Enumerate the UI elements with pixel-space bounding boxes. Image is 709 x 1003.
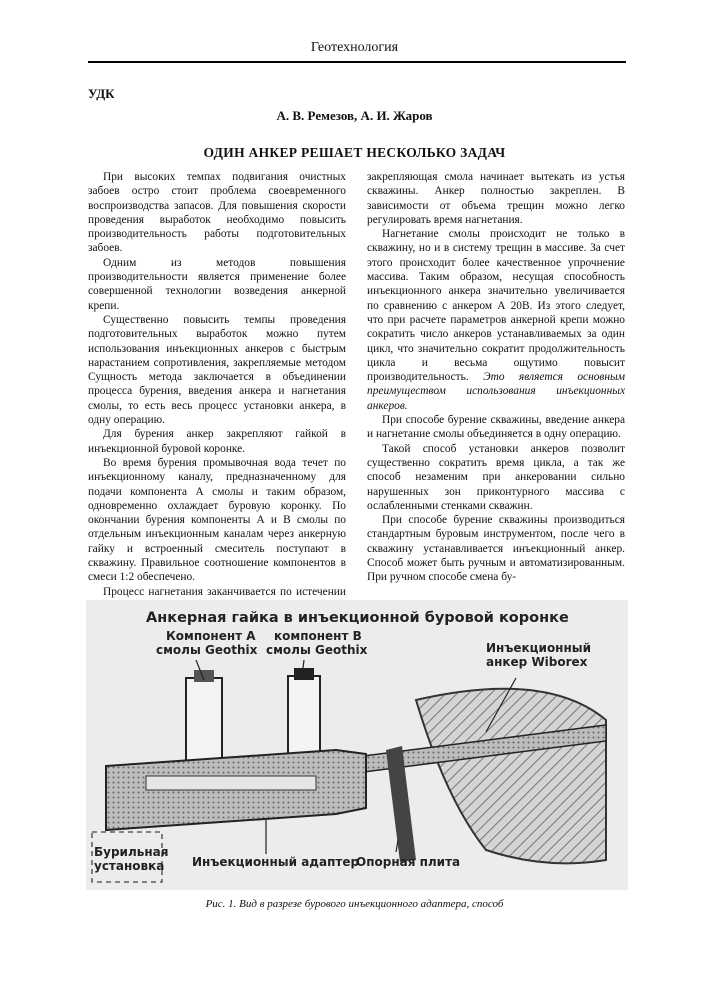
component-a-tube xyxy=(186,678,222,766)
paragraph xyxy=(367,227,625,413)
left-column xyxy=(88,170,346,613)
component-a-cap xyxy=(194,670,214,682)
header-rule xyxy=(88,61,626,63)
component-b-tube xyxy=(288,676,320,762)
paragraph-continued: закрепляющая смола начинает вытекать из устья скважины. Анкер полностью закреплен. В зависимости от объема трещин можно легко регулировать время нагнетания. xyxy=(367,171,625,226)
label-injection-adapter: Инъекционный адаптер xyxy=(192,855,360,869)
journal-section-header: Геотехнология xyxy=(310,40,399,55)
right-column xyxy=(367,170,625,585)
paragraph: Процесс нагнетания заканчивается по истечении xyxy=(103,585,346,598)
paragraph: Такой способ установки анкеров позволит существенно сократить время цикла, а так же способ незаменим при анкеровании сильно нарушенных зон приконтурного массива с ослабленными стенками скважин. xyxy=(367,442,625,512)
label-support-plate: Опорная плита xyxy=(356,855,461,869)
figure-caption: Рис. 1. Вид в разрезе бурового инъекционного адаптера, способ xyxy=(205,898,504,910)
label-component-a-line1: Компонент А xyxy=(166,629,256,643)
label-component-b-line2: смолы Geothix xyxy=(266,643,368,657)
drill-adapter-illustration xyxy=(86,600,628,890)
paragraph: Во время бурения промывочная вода течет по инъекционному каналу, предназначенному для подачи компонента А смолы и таким образом, одновременно охлаждает буровую коронку. По окончании бурения компоненты А и В смолы по отдельным инъекционным каналам через анкерную гайку и встроенный смеситель поступают в скважину. Правильное соотношение компонентов в смеси 1:2 обеспечено. xyxy=(88,456,346,584)
article-authors: А. В. Ремезов, А. И. Жаров xyxy=(276,108,433,123)
paragraph-text: Нагнетание смолы происходит не только в скважину, но и в систему трещин в массиве. За счет этого происходит более качественное упрочнение массива. Таким образом, несущая способность инъекционного анкера значительно увеличивается по сравнению с анкером А 20В. Из этого следует, что при расчете параметров анкерной крепи можно сократить число анкеров устанавливаемых за один цикл, что значительно сократит продолжительность цикла и весьма ощутимо повысит производительность. xyxy=(367,228,625,384)
paragraph: Одним из методов повышения производительности является применение более совершенной технологии возведения анкерной крепи. xyxy=(88,256,346,312)
paragraph: При способе бурение скважины, введение анкера и нагнетание смолы объединяется в одну операцию. xyxy=(367,414,625,441)
label-drill-rig-line2: установка xyxy=(94,859,165,873)
paragraph: Для бурения анкер закрепляют гайкой в инъекционной буровой коронке. xyxy=(88,428,346,455)
component-b-cap xyxy=(294,668,314,680)
figure-heading: Анкерная гайка в инъекционной буровой коронке xyxy=(146,610,569,626)
paragraph: Существенно повысить темпы проведения подготовительных выработок можно путем использования инъекционных анкеров с быстрым нарастанием сопротивления, закрепляемые методом Сущность метода заключается в объединении процесса бурения, введения анкера и нагнетания смолы, то есть весь процесс установки анкера, в одну операцию. xyxy=(88,313,346,427)
figure-drill-adapter xyxy=(86,600,628,890)
label-anchor-line2: анкер Wiborex xyxy=(486,655,588,669)
udk-label: УДК xyxy=(88,86,115,101)
paragraph: При способе бурение скважины производиться стандартным буровым инструментом, после чего в скважину устанавливается инъекционный анкер. Способ может быть ручным и автоматизированным. При ручном способе смена бу- xyxy=(367,514,625,584)
paragraph: При высоких темпах подвигания очистных забоев остро стоит проблема своевременного воспроизводства запасов. Для повышения скорости проведения выработок необходимо повысить производительность работы подготовительных забоев. xyxy=(88,171,346,255)
label-component-b-line1: компонент В xyxy=(274,629,362,643)
label-anchor-line1: Инъекционный xyxy=(486,641,592,655)
article-title: ОДИН АНКЕР РЕШАЕТ НЕСКОЛЬКО ЗАДАЧ xyxy=(203,145,506,160)
label-drill-rig-line1: Бурильная xyxy=(94,845,169,859)
emphasis-text: Это является основным преимуществом использования инъекционных анкеров. xyxy=(367,371,625,412)
label-component-a-line2: смолы Geothix xyxy=(156,643,258,657)
adapter-channel xyxy=(146,776,316,790)
